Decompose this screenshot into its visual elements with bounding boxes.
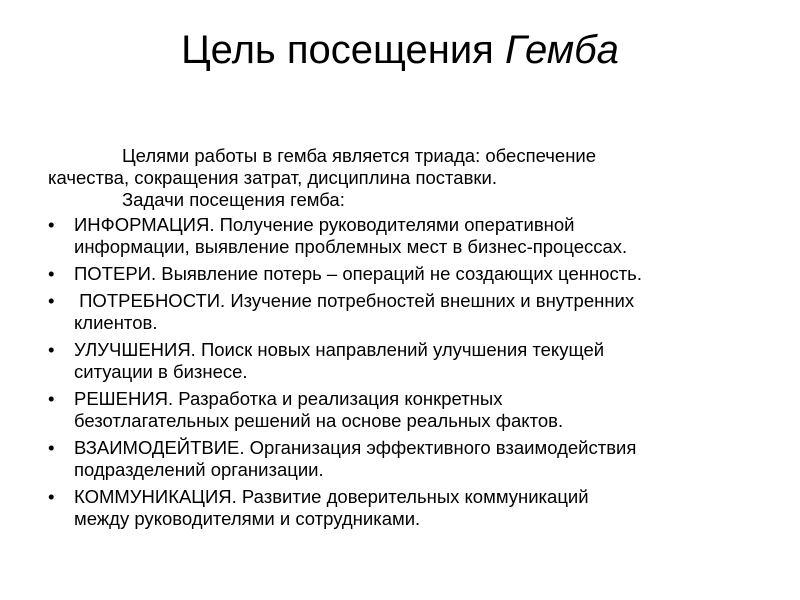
bullet-text-line-1: КОММУНИКАЦИЯ. Развитие доверительных коммуникаций xyxy=(74,486,589,507)
bullet-item-losses xyxy=(48,263,768,285)
bullet-text-line-2: подразделений организации. xyxy=(74,459,324,480)
bullet-icon: • xyxy=(48,486,55,507)
bullet-icon: • xyxy=(48,339,55,360)
bullet-icon: • xyxy=(48,388,55,409)
bullet-text-line-2: безотлагательных решений на основе реальных фактов. xyxy=(74,410,564,431)
title-italic: Гемба xyxy=(504,28,619,72)
bullet-text-line-2: ситуации в бизнесе. xyxy=(74,361,248,382)
bullet-text-line-2: между руководителями и сотрудниками. xyxy=(74,508,421,529)
intro-paragraph xyxy=(48,145,768,189)
bullet-text-line-2: клиентов. xyxy=(74,312,158,333)
bullet-list xyxy=(48,214,768,530)
bullet-item-communication xyxy=(48,486,768,530)
bullet-text-line-1: ПОТЕРИ. Выявление потерь – операций не создающих ценность. xyxy=(74,263,642,284)
bullet-icon: • xyxy=(48,214,55,235)
bullet-text-line-1: РЕШЕНИЯ. Разработка и реализация конкретных xyxy=(74,388,503,409)
bullet-icon: • xyxy=(48,290,55,311)
bullet-text-line-2: информации, выявление проблемных мест в бизнес-процессах. xyxy=(74,236,628,257)
bullet-item-improvements xyxy=(48,339,768,383)
bullet-text-line-1: ИНФОРМАЦИЯ. Получение руководителями оперативной xyxy=(74,214,575,235)
bullet-item-solutions xyxy=(48,388,768,432)
slide-body xyxy=(48,145,768,535)
bullet-item-needs xyxy=(48,290,768,334)
bullet-icon: • xyxy=(48,437,55,458)
bullet-text-line-1: ВЗАИМОДЕЙТВИЕ. Организация эффективного взаимодействия xyxy=(74,437,637,458)
title-plain: Цель посещения xyxy=(181,28,505,72)
tasks-heading: Задачи посещения гемба: xyxy=(122,189,345,210)
bullet-item-interaction xyxy=(48,437,768,481)
intro-line-2: качества, сокращения затрат, дисциплина поставки. xyxy=(48,167,497,188)
bullet-icon: • xyxy=(48,263,55,284)
intro-line-1: Целями работы в гемба является триада: обеспечение xyxy=(122,145,597,166)
slide-title xyxy=(0,26,800,74)
bullet-text-line-1: УЛУЧШЕНИЯ. Поиск новых направлений улучшения текущей xyxy=(74,339,605,360)
bullet-text-line-1: ПОТРЕБНОСТИ. Изучение потребностей внешних и внутренних xyxy=(74,290,635,311)
bullet-item-information xyxy=(48,214,768,258)
